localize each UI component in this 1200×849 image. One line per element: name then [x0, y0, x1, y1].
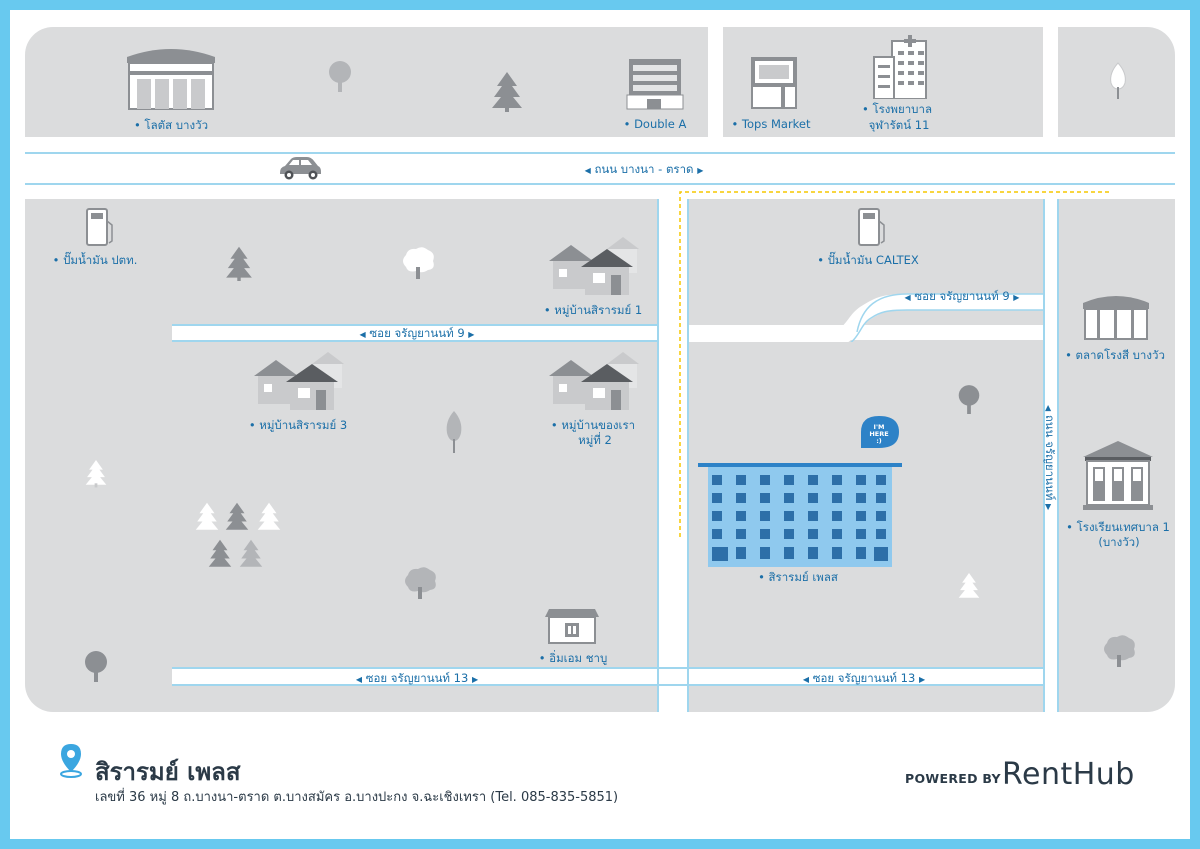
label-school-2: (บางวัว) — [1098, 535, 1140, 549]
label-ptt: • ปั๊มน้ำมัน ปตท. — [52, 253, 138, 267]
tops-market-icon — [749, 55, 799, 111]
gas-pump-icon — [85, 207, 115, 247]
label-lotus: • โลตัส บางวัว — [133, 118, 209, 132]
label-soi9-right: ◀ ซอย จรัญยานนท์ 9 ▶ — [904, 289, 1020, 303]
label-place[interactable]: • สิรารมย์ เพลส — [758, 570, 838, 584]
label-hospital-2: จุฬารัตน์ 11 — [868, 118, 930, 132]
main-road-edge-bottom — [25, 183, 1175, 185]
label-soi13-left: ◀ ซอย จรัญยานนท์ 13 ▶ — [355, 671, 479, 685]
block-mid-bottom — [688, 685, 1043, 712]
label-village3: • หมู่บ้านสิรารมย์ 3 — [248, 418, 348, 432]
houses-icon — [545, 350, 641, 410]
pine-tree-icon — [85, 457, 107, 489]
tree-icon — [955, 383, 983, 417]
pine-tree-icon — [195, 500, 219, 534]
place-address: เลขที่ 36 หมู่ 8 ถ.บางนา-ตราด ต.บางสมัคร อ.บางปะกง จ.ฉะเชิงเทรา (Tel. 085-835-5851) — [95, 790, 619, 805]
tree-icon — [81, 650, 111, 684]
label-caltex: • ปั๊มน้ำมัน CALTEX — [817, 253, 919, 267]
pine-tree-icon — [225, 500, 249, 534]
vroad-edge-1 — [657, 199, 659, 712]
location-pin-icon — [57, 742, 85, 778]
location-map[interactable] — [25, 27, 1175, 712]
car-icon — [277, 155, 323, 181]
market-icon — [1081, 293, 1151, 341]
im-here-text: I'M HERE :) — [869, 423, 889, 445]
tree-icon — [443, 409, 465, 455]
pine-tree-icon — [958, 570, 980, 602]
block-left-bottom — [25, 685, 657, 712]
label-village1: • หมู่บ้านสิรารมย์ 1 — [543, 303, 643, 317]
label-market: • ตลาดโรงสี บางวัว — [1065, 348, 1165, 362]
gas-pump-icon — [857, 207, 887, 247]
block-left-strip — [25, 325, 172, 341]
houses-icon — [250, 350, 346, 410]
label-shabu: • อิ่มเอม ชาบู — [538, 651, 608, 665]
pine-tree-icon — [257, 500, 281, 534]
soi13-edge — [172, 667, 1043, 669]
label-double-a: • Double A — [623, 117, 687, 131]
lotus-store-icon — [123, 45, 219, 111]
label-vertical-road: ◀ ถนน จรัญยานนท์ ▶ — [1043, 405, 1057, 511]
tree-icon — [1107, 61, 1129, 101]
label-village-ours-1: • หมู่บ้านของเรา — [550, 418, 636, 432]
pine-tree-icon — [239, 537, 263, 571]
tree-icon — [400, 245, 436, 281]
tree-icon — [1101, 632, 1137, 670]
double-a-building-icon — [625, 57, 685, 111]
pine-tree-icon — [225, 245, 253, 281]
pine-tree-icon — [208, 537, 232, 571]
hospital-icon — [870, 33, 936, 99]
powered-by-label: POWERED BY — [905, 771, 1001, 786]
renthub-logo[interactable]: RentHub — [1002, 757, 1135, 792]
label-tops: • Tops Market — [731, 117, 811, 131]
label-school-1: • โรงเรียนเทศบาล 1 — [1066, 520, 1170, 534]
restaurant-icon — [543, 607, 601, 645]
main-road-edge-top — [25, 152, 1175, 154]
tree-icon — [325, 60, 355, 94]
label-soi9-left: ◀ ซอย จรัญยานนท์ 9 ▶ — [359, 326, 475, 340]
place-name: สิรารมย์ เพลส — [95, 758, 241, 786]
houses-icon — [545, 235, 641, 295]
label-soi13-right: ◀ ซอย จรัญยานนท์ 13 ▶ — [802, 671, 926, 685]
pine-tree-icon — [491, 70, 523, 112]
school-icon — [1081, 439, 1155, 511]
label-hospital-1: • โรงพยาบาล — [862, 102, 932, 116]
tree-icon — [402, 564, 438, 602]
label-main-road: ◀ ถนน บางนา - ตราด ▶ — [584, 162, 704, 176]
label-village-ours-2: หมู่ที่ 2 — [578, 433, 612, 447]
apartment-building-icon[interactable] — [698, 463, 902, 567]
